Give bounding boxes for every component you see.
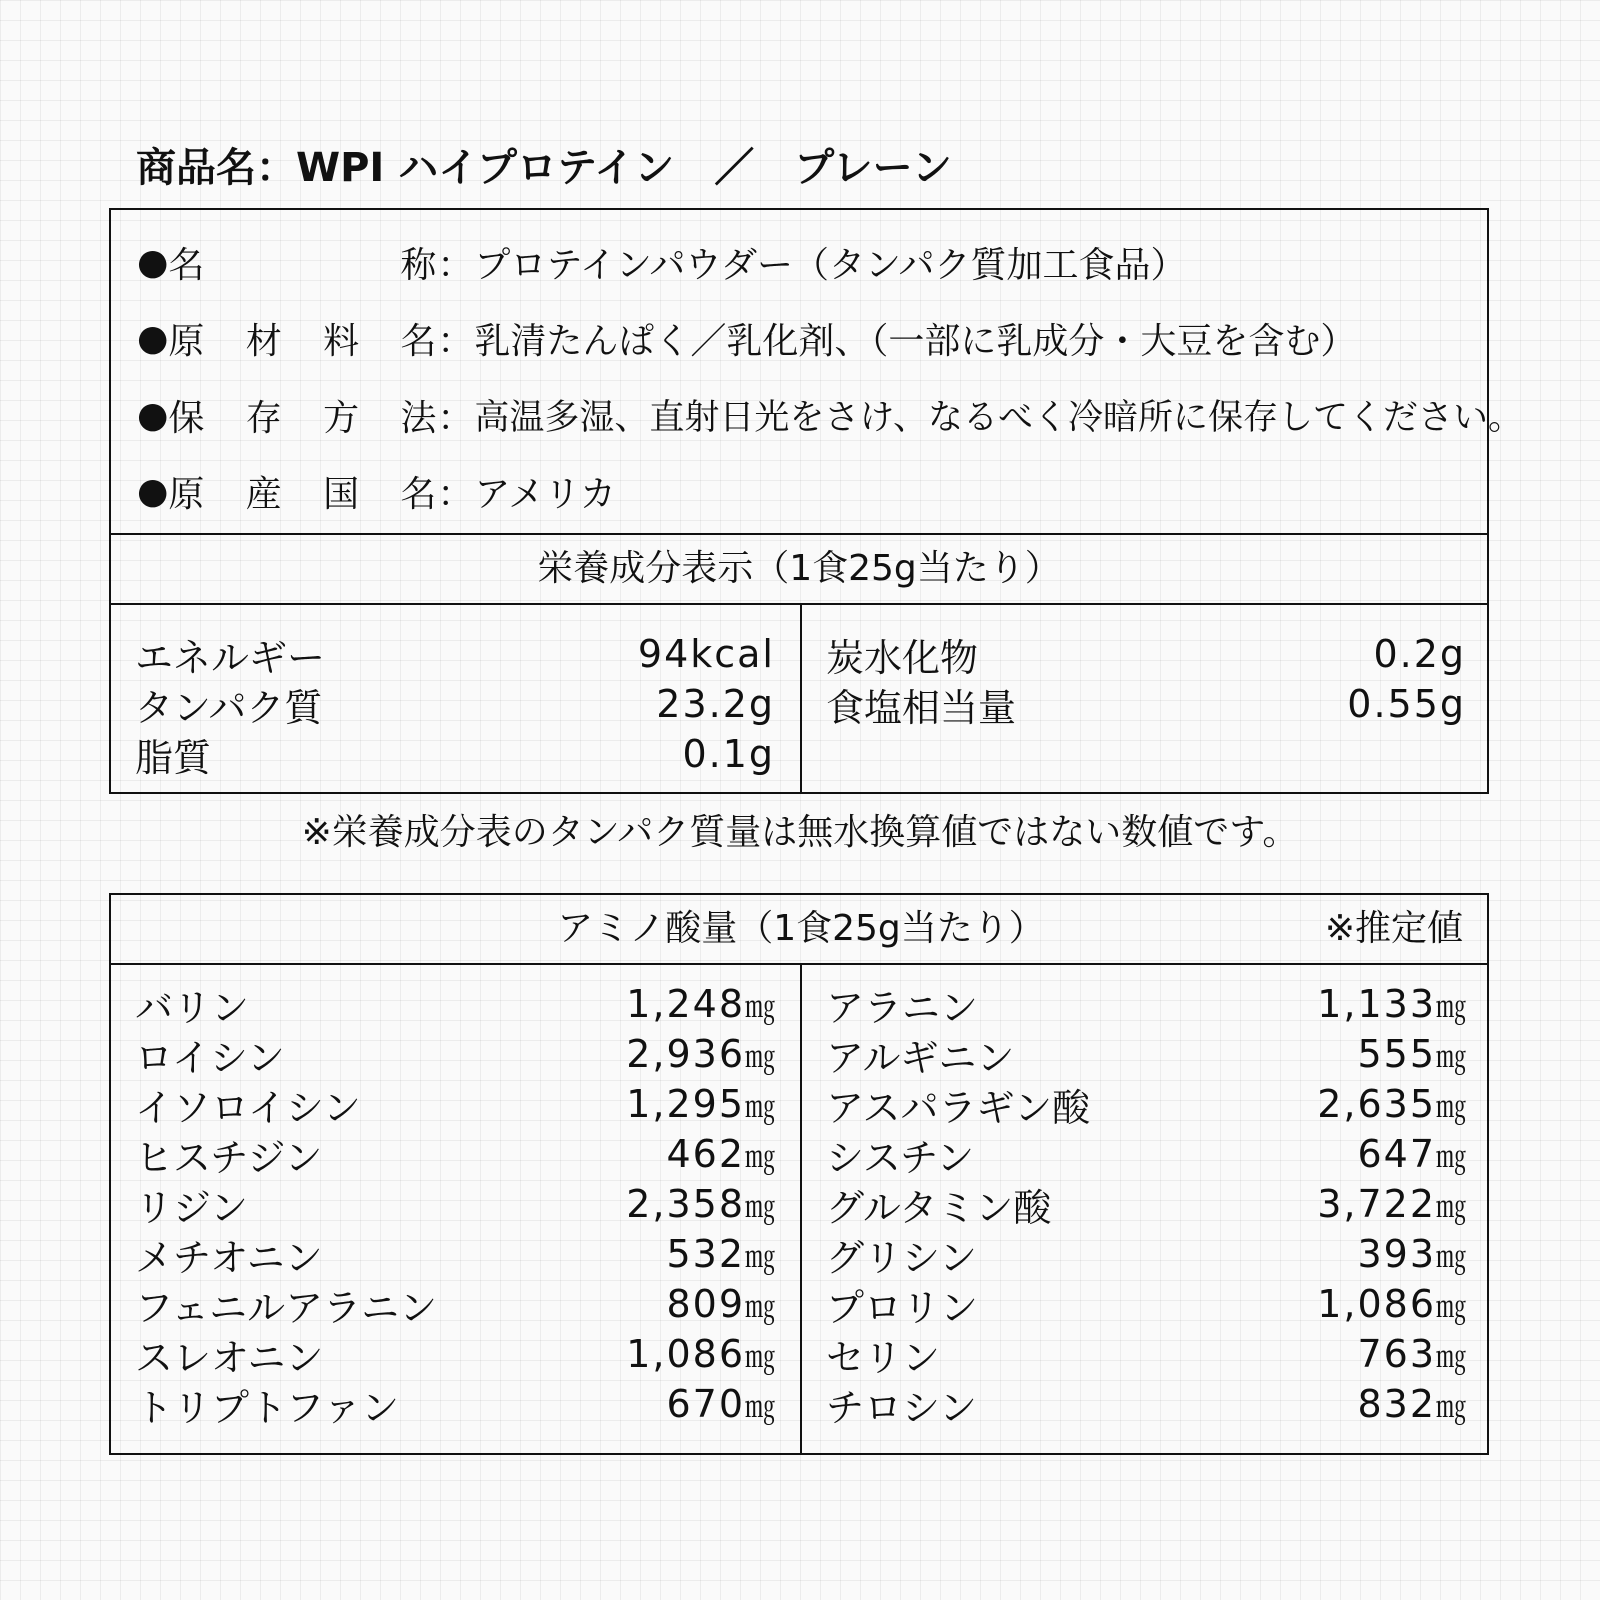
nutrition-row	[135, 629, 775, 679]
info-colon: ：	[437, 473, 474, 515]
amino-row	[135, 979, 775, 1029]
info-label-char: 称	[400, 244, 437, 286]
amino-value	[1357, 1132, 1466, 1176]
info-colon: ：	[437, 397, 474, 439]
amino-name: トリプトファン	[135, 1385, 400, 1430]
nutrition-header: 栄養成分表示（1食25g当たり）	[111, 535, 1487, 605]
info-value: プロテインパウダー（タンパク質加工食品）	[474, 244, 1187, 286]
amino-name: リジン	[135, 1185, 249, 1230]
amino-value	[1317, 982, 1466, 1026]
amino-amount: 3,722	[1317, 1182, 1436, 1226]
amino-row	[135, 1179, 775, 1229]
amino-value	[626, 1332, 775, 1376]
amino-row	[826, 1179, 1466, 1229]
amino-amount: 1,248	[626, 982, 745, 1026]
nutrient-value: 0.1g	[682, 732, 775, 776]
amino-amount: 1,086	[626, 1332, 745, 1376]
amino-unit: ㎎	[745, 1290, 775, 1325]
nutrient-value: 0.2g	[1373, 632, 1466, 676]
amino-unit: ㎎	[745, 1190, 775, 1225]
amino-unit: ㎎	[1436, 1390, 1466, 1425]
amino-row	[135, 1029, 775, 1079]
amino-unit: ㎎	[1436, 1090, 1466, 1125]
info-label	[168, 237, 436, 288]
amino-row	[135, 1079, 775, 1129]
amino-unit: ㎎	[745, 1340, 775, 1375]
amino-name: スレオニン	[135, 1335, 324, 1380]
amino-row	[135, 1329, 775, 1379]
amino-name: シスチン	[826, 1135, 975, 1180]
amino-unit: ㎎	[745, 1140, 775, 1175]
amino-value	[1357, 1332, 1466, 1376]
nutrient-value: 94kcal	[637, 632, 775, 676]
amino-name: グリシン	[826, 1235, 978, 1280]
protein-note: ※栄養成分表のタンパク質量は無水換算値ではない数値です。	[301, 812, 1299, 853]
info-row-name	[137, 234, 1187, 290]
bullet-icon: ●	[137, 241, 169, 283]
amino-column-divider	[800, 965, 802, 1453]
amino-value	[626, 1082, 775, 1126]
amino-name: チロシン	[826, 1385, 978, 1430]
amino-row	[135, 1229, 775, 1279]
nutrition-row	[826, 629, 1466, 679]
info-value: アメリカ	[474, 473, 616, 515]
amino-amount: 2,358	[626, 1182, 745, 1226]
info-label-char: 名	[400, 473, 437, 515]
bullet-icon: ●	[137, 394, 169, 436]
amino-name: フェニルアラニン	[135, 1285, 438, 1330]
info-row-ingredients	[137, 310, 1356, 366]
nutrition-row	[826, 679, 1466, 729]
amino-amount: 2,635	[1317, 1082, 1436, 1126]
amino-amount: 555	[1357, 1032, 1436, 1076]
amino-value	[626, 1182, 775, 1226]
amino-amount: 832	[1357, 1382, 1436, 1426]
amino-value	[666, 1382, 775, 1426]
amino-amount: 670	[666, 1382, 745, 1426]
amino-name: セリン	[826, 1335, 941, 1380]
nutrient-name: タンパク質	[135, 685, 323, 730]
info-label-char: 保	[168, 397, 205, 439]
bullet-icon: ●	[137, 317, 169, 359]
amino-name: ヒスチジン	[135, 1135, 323, 1180]
bullet-icon: ●	[137, 470, 169, 512]
amino-amount: 1,086	[1317, 1282, 1436, 1326]
amino-unit: ㎎	[1436, 990, 1466, 1025]
info-colon: ：	[437, 244, 474, 286]
info-value: 乳清たんぱく／乳化剤、（一部に乳成分・大豆を含む）	[474, 320, 1357, 362]
amino-row	[135, 1129, 775, 1179]
info-label-char: 材	[245, 320, 282, 362]
amino-amount: 647	[1357, 1132, 1436, 1176]
info-label	[168, 313, 436, 364]
info-label-char: 存	[245, 397, 282, 439]
product-info-rows	[111, 210, 1524, 535]
amino-name: プロリン	[826, 1285, 979, 1330]
info-label	[168, 466, 436, 517]
amino-amount: 2,936	[626, 1032, 745, 1076]
amino-amount: 532	[666, 1232, 745, 1276]
amino-unit: ㎎	[1436, 1240, 1466, 1275]
amino-row	[826, 1129, 1466, 1179]
info-label-char: 名	[400, 320, 437, 362]
info-label-char: 原	[168, 320, 205, 362]
info-label-char: 原	[168, 473, 205, 515]
info-row-storage	[137, 387, 1523, 443]
amino-amount: 1,295	[626, 1082, 745, 1126]
amino-name: ロイシン	[135, 1035, 285, 1080]
amino-unit: ㎎	[745, 1240, 775, 1275]
amino-name: イソロイシン	[135, 1085, 361, 1130]
amino-amount: 1,133	[1317, 982, 1436, 1026]
amino-value	[666, 1282, 775, 1326]
amino-unit: ㎎	[745, 1090, 775, 1125]
amino-value	[1317, 1282, 1466, 1326]
amino-estimate-note: ※推定値	[1324, 908, 1463, 949]
amino-value	[626, 1032, 775, 1076]
amino-unit: ㎎	[745, 1040, 775, 1075]
amino-unit: ㎎	[1436, 1140, 1466, 1175]
amino-unit: ㎎	[1436, 1340, 1466, 1375]
amino-value	[1357, 1382, 1466, 1426]
nutrient-name: 食塩相当量	[826, 685, 1017, 730]
amino-unit: ㎎	[1436, 1290, 1466, 1325]
amino-amount: 462	[666, 1132, 745, 1176]
amino-row	[135, 1279, 775, 1329]
amino-value	[666, 1132, 775, 1176]
info-label-char: 名	[168, 244, 205, 286]
info-colon: ：	[437, 320, 474, 362]
amino-unit: ㎎	[1436, 1040, 1466, 1075]
product-title: 商品名：WPI ハイプロテイン ／ プレーン	[136, 145, 952, 191]
amino-name: アラニン	[826, 985, 979, 1030]
info-label-char: 料	[323, 320, 360, 362]
amino-unit: ㎎	[1436, 1190, 1466, 1225]
info-label-char: 国	[323, 473, 360, 515]
amino-amount: 809	[666, 1282, 745, 1326]
amino-name: バリン	[135, 985, 250, 1030]
amino-name: アルギニン	[826, 1035, 1015, 1080]
nutrition-column-divider	[800, 605, 802, 792]
amino-value	[1317, 1082, 1466, 1126]
amino-value	[1357, 1232, 1466, 1276]
amino-row	[826, 1279, 1466, 1329]
amino-name: グルタミン酸	[826, 1185, 1052, 1230]
info-label	[168, 390, 436, 441]
amino-row	[826, 979, 1466, 1029]
info-row-origin	[137, 463, 616, 519]
amino-value	[1357, 1032, 1466, 1076]
info-value: 高温多湿、直射日光をさけ、なるべく冷暗所に保存してください。	[474, 398, 1524, 438]
amino-row	[135, 1379, 775, 1429]
amino-row	[826, 1329, 1466, 1379]
info-label-char: 法	[400, 397, 437, 439]
amino-header	[111, 895, 1487, 965]
nutrition-row	[135, 679, 775, 729]
amino-header-title: アミノ酸量（1食25g当たり）	[557, 908, 1045, 949]
amino-amount: 393	[1357, 1232, 1436, 1276]
nutrient-name: 脂質	[135, 735, 212, 780]
amino-row	[826, 1379, 1466, 1429]
amino-name: メチオニン	[135, 1235, 323, 1280]
amino-name: アスパラギン酸	[826, 1085, 1091, 1130]
amino-value	[626, 982, 775, 1026]
amino-row	[826, 1079, 1466, 1129]
amino-unit: ㎎	[745, 990, 775, 1025]
nutrient-value: 0.55g	[1347, 682, 1466, 726]
nutrient-value: 23.2g	[656, 682, 775, 726]
nutrient-name: エネルギー	[135, 635, 326, 680]
info-label-char: 産	[245, 473, 282, 515]
nutrition-row	[135, 729, 775, 779]
amino-row	[826, 1029, 1466, 1079]
info-label-char: 方	[323, 397, 360, 439]
amino-value	[666, 1232, 775, 1276]
amino-amount: 763	[1357, 1332, 1436, 1376]
amino-unit: ㎎	[745, 1390, 775, 1425]
product-info-table	[109, 208, 1524, 794]
nutrient-name: 炭水化物	[826, 635, 979, 680]
amino-value	[1317, 1182, 1466, 1226]
amino-row	[826, 1229, 1466, 1279]
amino-acid-table	[109, 893, 1489, 1455]
